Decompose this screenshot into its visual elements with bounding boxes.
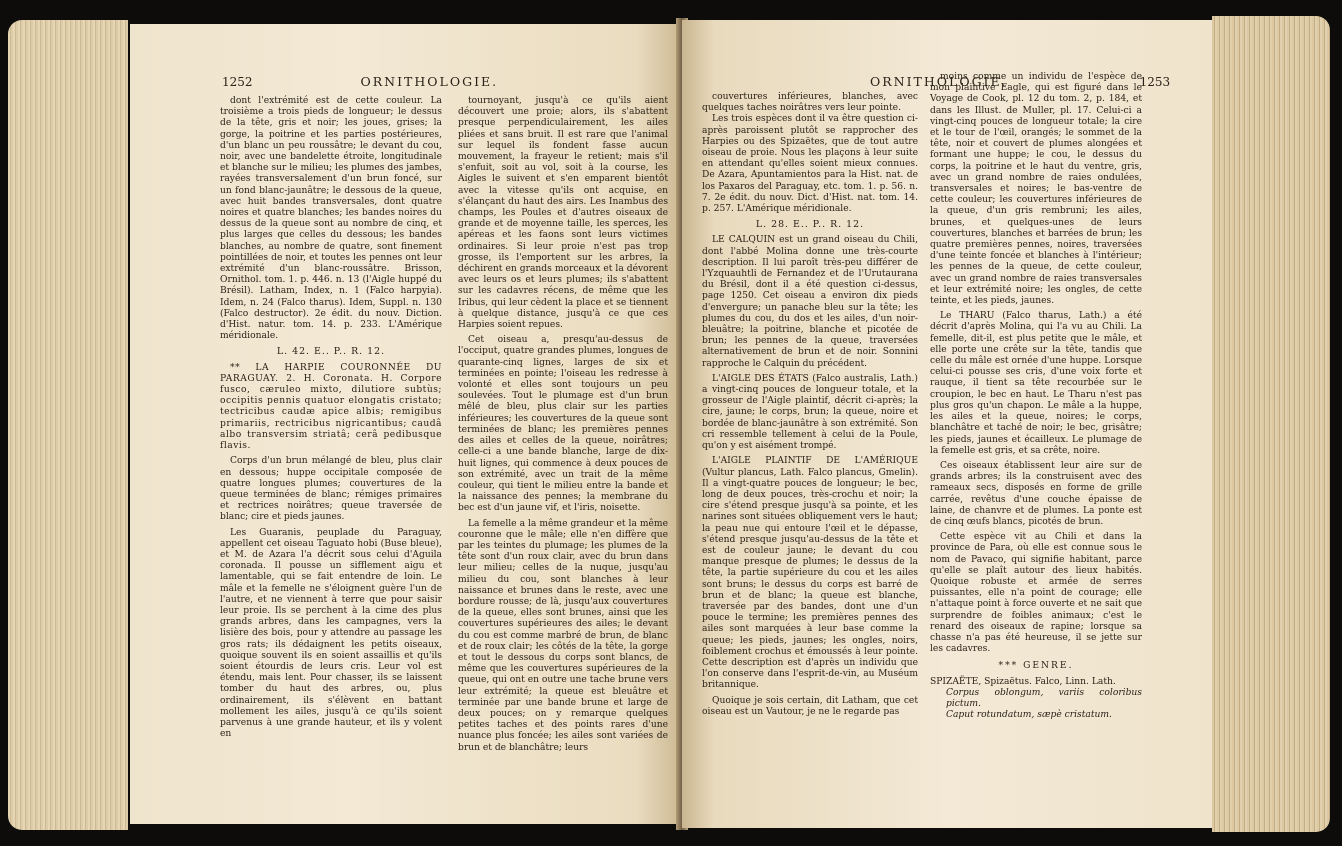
genus-name: SPIZAËTE, Spizaëtus. Falco, Linn. Lath. — [930, 676, 1116, 687]
paragraph: Cette espèce vit au Chili et dans la province de Para, où elle est connue sous le nom de Pavaco, qui signifie habitant, parce qu'elle se plaît autour des lieux habités. Quoique robuste et armée de serres puissantes, elle n'a point de courage; elle n'attaque point à force ouverte et ne sait que surprendre de foibles animaux; c'est le renard des oiseaux de rapine; lorsque sa chasse n'a pas été heureuse, il se jette sur les cadavres. — [930, 532, 1142, 655]
right-page-edges — [1212, 16, 1330, 832]
right-page — [682, 20, 1212, 828]
paragraph: LE CALQUIN est un grand oiseau du Chili, dont l'abbé Molina donne une très-courte description. Il lui paroît très-peu différer de l'Yzquauhtli de Fernandez et de l'Urutaurana du Brésil, dont il a été question ci-dessus, page 1250. Cet oiseau a environ dix pieds d'envergure; un panache bleu sur la tête; les plumes du cou, du dos et les ailes, d'un noir-bleuâtre; la poitrine, blanche et picotée de brun; les pennes de la queue, traversées alternativement de brun et de noir. Sonnini rapproche le Calquin du précédent. — [702, 235, 918, 369]
right-page-number: 1253 — [1139, 75, 1171, 89]
paragraph: couvertures inférieures, blanches, avec quelques taches noirâtres vers leur pointe. — [702, 92, 918, 114]
paragraph: Quoique je sois certain, dit Latham, que cet oiseau est un Vautour, je ne le regarde pas — [702, 695, 918, 717]
left-running-head: ORNITHOLOGIE. — [360, 74, 499, 89]
paragraph: Cet oiseau a, presqu'au-dessus de l'occiput, quatre grandes plumes, longues de quarante-cinq lignes, larges de six et terminées en pointe; l'oiseau les redresse à volonté et elles sont toujours un peu soulevées. Tout le plumage est d'un brun mêlé de bleu, plus clair sur les parties inférieures; les couvertures de la queue sont terminées de blanc; les premières pennes des ailes et celles de la queue, noirâtres; celle-ci a une bande blanche, large de dix-huit lignes, qui commence à deux pouces de son extrémité, avec un trait de la même couleur, qui tient le milieu entre la bande et la naissance des pennes; la membrane du bec est d'un jaune vif, et l'iris, noisette. — [458, 335, 668, 514]
paragraph: La femelle a la même grandeur et la même couronne que le mâle; elle n'en diffère que par les teintes du plumage; les plumes de la tête sont d'un roux clair, avec du brun dans leur milieu; celles de la nuque, jusqu'au milieu du cou, sont blanches à leur naissance et brunes dans le reste, avec une bordure rousse; de là, jusqu'aux couvertures de la queue, elles sont brunes, ainsi que les couvertures supérieures des ailes; le devant du cou est comme marbré de brun, de blanc et de roux clair; les côtés de la tête, la gorge et tout le dessous du corps sont blancs, de même que les couvertures supérieures de la queue, qui ont en outre une tache brune vers leur extrémité; la queue est bleuâtre et terminée par une bande brune et large de deux pouces; on y remarque quelques petites taches et des points rares d'une nuance plus foncée; les ailes sont variées de brun et de blanchâtre; leurs — [458, 518, 668, 753]
paragraph: dont l'extrémité est de cette couleur. La troisième a trois pieds de longueur; le dessus de la tête, gris et noir; les joues, grises; la gorge, la poitrine et les parties postérieures, d'un blanc un peu roussâtre; le devant du cou, noir, avec une bandelette étroite, longitudinale et blanche sur le milieu; les plumes des jambes, rayées transversalement d'un brun foncé, sur un fond blanc-jaunâtre; le dessous de la queue, avec huit bandes transversales, dont quatre noires et quatre blanches; les bandes noires du dessus de la queue sont au nombre de cinq, et plus larges que celles du dessous; les bandes blanches, au nombre de quatre, sont finement pointillées de noir, et toutes les pennes ont leur extrémité d'un blanc-roussâtre. Brisson, Ornithol. tom. 1. p. 446. n. 13 (l'Aigle huppé du Brésil). Latham, Index, n. 1 (Falco harpyia). Idem, n. 24 (Falco tharus). Idem, Suppl. n. 130 (Falco destructor). 2e édit. du nouv. Diction. d'Hist. natur. tom. 14. p. 233. L'Amérique méridionale. — [220, 96, 442, 342]
paragraph: L'AIGLE PLAINTIF DE L'AMÉRIQUE (Vultur plancus, Lath. Falco plancus, Gmelin). Il a vingt-quatre pouces de longueur; le bec, long de deux pouces, très-crochu et noir; la cire s'étend presque jusqu'à sa pointe, et les narines sont situées obliquement vers le haut; la peau nue qui entoure l'œil et le dépasse, s'étend presque jusqu'au-dessus de la tête et est de couleur jaune; le devant du cou manque presque de plumes; le dessus de la tête, la partie supérieure du cou et les ailes sont bruns; le dessus du corps est barré de brun et de blanc; la queue est blanche, traversée par des bandes, dont une d'un pouce le termine; les premières pennes des ailes sont marquées à leur base comme la queue; les pieds, jaunes; les ongles, noirs, foiblement crochus et émoussés à leur pointe. Cette description est d'après un individu que l'on conserve dans l'esprit-de-vin, au Muséum britannique. — [702, 456, 918, 691]
left-page-header — [222, 74, 498, 89]
paragraph: Corps d'un brun mélangé de bleu, plus clair en dessous; huppe occipitale composée de quatre longues plumes; couvertures de la queue terminées de blanc; rémiges primaires et rectrices noirâtres; queue traversée de blanc; cire et pieds jaunes. — [220, 456, 442, 523]
paragraph: moins comme un individu de l'espèce de mon plaintive Eagle, qui est figuré dans le Voyage de Cook, pl. 12 du tom. 2, p. 184, et dans les Illust. de Muller, pl. 17. Celui-ci a vingt-cinq pouces de longueur totale; la cire et le tour de l'œil, orangés; le sommet de la tête, noir et couvert de plumes alongées et formant une huppe; le cou, le dessus du corps, la poitrine et le haut du ventre, gris, avec un grand nombre de raies ondulées, transversales et noires; le bas-ventre de cette couleur; les couvertures inférieures de la queue, d'un gris rembruni; les ailes, brunes, et quelques-unes de leurs couvertures, blanches et barrées de brun; les quatre premières pennes, noires, traversées d'une teinte foncée et blanches à l'intérieur; les pennes de la queue, de cette couleur, avec un grand nombre de raies transversales et leur extrémité noire; les ongles, de cette teinte, et les pieds, jaunes. — [930, 72, 1142, 307]
left-page-number: 1252 — [222, 75, 253, 89]
right-page-column-2 — [930, 72, 1142, 721]
genus-diagnosis-line: Corpus oblongum, variis coloribus pictum. — [946, 687, 1142, 709]
left-page-edges — [8, 20, 128, 830]
genus-heading: *** GENRE. — [998, 661, 1074, 672]
species-heading: ** LA HARPIE COURONNÉE DU PARAGUAY. 2. H. Coronata. H. Corpore fusco, cæruleo mixto, dilutiore subtùs; occipitis pennis quatuor elongatis cristato; tectricibus caudæ apice albis; remigibus primariis, rectricibus nigricantibus; caudâ albo transversim striatâ; cerâ pedibusque flavis. — [220, 362, 442, 452]
left-page — [130, 24, 680, 824]
paragraph: Le THARU (Falco tharus, Lath.) a été décrit d'après Molina, qui l'a vu au Chili. La femelle, dit-il, est plus petite que le mâle, et elle porte une crête sur la tête, tandis que celle du mâle est ornée d'une huppe. Lorsque celui-ci pousse ses cris, d'une voix forte et rauque, il tient sa tête recourbée sur le croupion, le bec en haut. Le Tharu n'est pas plus gros qu'un chapon. Le mâle a la huppe, les ailes et la queue, noires; le corps, blanchâtre et taché de noir; le bec, grisâtre; les pieds, jaunes et écailleux. Le plumage de la femelle est gris, et sa crête, noire. — [930, 311, 1142, 456]
paragraph: L'AIGLE DES ÉTATS (Falco australis, Lath.) a vingt-cinq pouces de longueur totale, et la grosseur de l'Aigle plaintif, décrit ci-après; la cire, jaune; le corps, brun; la queue, noire et bordée de blanc-jaunâtre à son extrémité. Son cri ressemble tellement à celui de la Poule, qu'on y est aisément trompé. — [702, 373, 918, 452]
right-page-column-1 — [702, 92, 918, 718]
paragraph: Ces oiseaux établissent leur aire sur de grands arbres; ils la construisent avec des rameaux secs, disposés en forme de grille carrée, revêtus d'une couche épaisse de laine, de chanvre et de plumes. La ponte est de cinq œufs blancs, picotés de brun. — [930, 460, 1142, 527]
left-page-column-2 — [458, 96, 668, 754]
genus-diagnosis-line: Caput rotundatum, sæpè cristatum. — [946, 710, 1112, 721]
paragraph: Les Guaranis, peuplade du Paraguay, appellent cet oiseau Taguato hobi (Buse bleue), et M. de Azara l'a décrit sous celui d'Aguila coronada. Il pousse un sifflement aigu et lamentable, qui se fait entendre de loin. Le mâle et la femelle ne s'éloignent guère l'un de l'autre, et ne viennent à terre que pour saisir leur proie. Ils se perchent à la cime des plus grands arbres, dans les campagnes, vers la lisière des bois, pour y attendre au passage les gros rats; ils dédaignent les petits oiseaux, quoique souvent ils en soient assaillis et qu'ils soient étourdis de leurs cris. Leur vol est étendu, mais lent. Pour chasser, ils se laissent tomber du haut des arbres, ou, plus ordinairement, ils s'élèvent en battant mollement les ailes, jusqu'à ce qu'ils soient parvenus à une grande hauteur, et ils y volent en — [220, 527, 442, 740]
paragraph: Les trois espèces dont il va être question ci-après paroissent plutôt se rapprocher des Harpies ou des Spizaëtes, que de tout autre oiseau de proie. Nous les plaçons à leur suite en attendant qu'elles soient mieux connues. De Azara, Apuntamientos para la Hist. nat. de los Paxaros del Paraguay, etc. tom. 1. p. 56. n. 7. 2e édit. du nouv. Dict. d'Hist. nat. tom. 14. p. 257. L'Amérique méridionale. — [702, 114, 918, 215]
measurement-line: L. 28. E.. P.. R. 12. — [755, 219, 865, 231]
measurement-line: L. 42. E.. P.. R. 12. — [276, 346, 386, 358]
left-page-column-1 — [220, 96, 442, 740]
right-running-head: ORNITHOLOGIE. — [870, 74, 1008, 89]
paragraph: tournoyant, jusqu'à ce qu'ils aient découvert une proie; alors, ils s'abattent presque perpendiculairement, les ailes pliées et sans bruit. Il est rare que l'animal sur lequel ils fondent fasse aucun mouvement, la frayeur le retient; mais s'il s'enfuit, soit au vol, soit à la course, les Aigles le suivent et s'en emparent bientôt avec la vitesse qu'ils ont acquise, en s'élançant du haut des airs. Les Inambus des champs, les Poules et d'autres oiseaux de grande et de moyenne taille, les sperces, les apéreas et les faons sont leurs victimes ordinaires. Si leur proie n'est pas trop grosse, ils l'emportent sur les arbres, la déchirent en grands morceaux et la dévorent avec leurs os et leurs plumes; ils s'abattent sur les cadavres récens, de même que les Iribus, qui leur cèdent la place et se tiennent à quelque distance, jusqu'à ce que ces Harpies soient repues. — [458, 96, 668, 331]
